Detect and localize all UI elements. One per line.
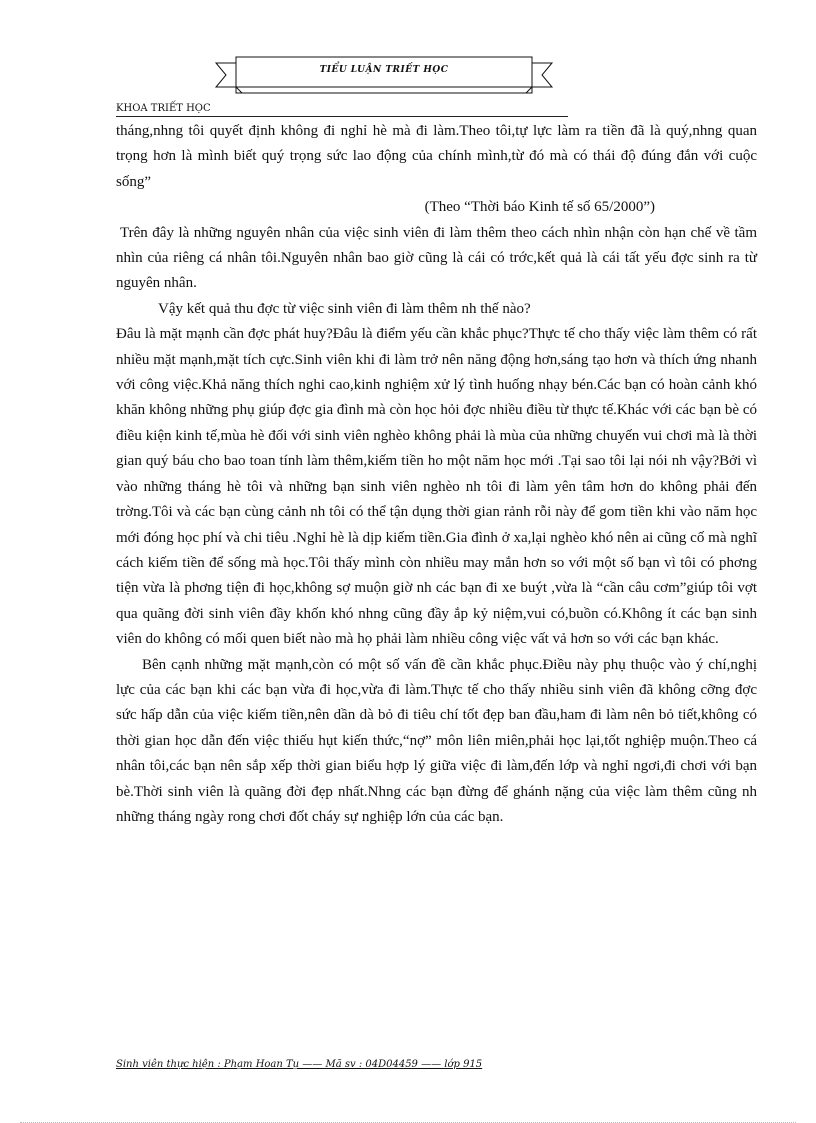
paragraph-causes: Trên đây là những nguyên nhân của việc sinh viên đi làm thêm theo cách nhìn nhận còn hạn chế về tầm nhìn của riêng cá nhân tôi.Nguyên nhân bao giờ cũng là cái có trớc,kết quả là cái tất yếu đợc sinh ra từ nguyên nhân. bbox=[116, 224, 757, 292]
header-banner bbox=[214, 55, 554, 97]
paragraph-quote-end: tháng,nhng tôi quyết định không đi nghỉ hè mà đi làm.Theo tôi,tự lực làm ra tiền đã là quý,nhng quan trọng hơn là mình biết quý trọng sức lao động của chính mình,từ đó mà có thái độ đúng đắn với cuộc sống” bbox=[116, 123, 757, 190]
department-label: KHOA TRIẾT HỌC bbox=[116, 103, 211, 114]
header-rule bbox=[116, 116, 568, 117]
scroll-banner-shape bbox=[214, 55, 554, 97]
quote-source: (Theo “Thời báo Kinh tế số 65/2000”) bbox=[424, 199, 655, 216]
paragraph-strengths: Đâu là mặt mạnh cần đợc phát huy?Đâu là điểm yếu cần khắc phục?Thực tế cho thấy việc làm thêm có rất nhiều mặt mạnh,mặt tích cực.Sinh viên khi đi làm trở nên năng động hơn,sáng tạo hơn và thích ứng nhanh với công việc.Khả năng thích nghi cao,kinh nghiệm xử lý tình huống nhạy bén.Các bạn có hoàn cảnh khó khăn không những phụ giúp đợc gia đình mà còn học hỏi đợc nhiều điều từ thực tế.Khác với các bạn bè có điều kiện kinh tế,mùa hè đối với sinh viên nghèo không phải là mùa của những chuyến vui chơi mà là thời gian quý báu cho bao toan tính làm thêm,kiếm tiền ho một năm học mới .Tại sao tôi lại nói nh vậy?Bởi vì vào những tháng hè tôi và những bạn sinh viên nghèo nh tôi đi làm yên tâm hơn do không phải đến trờng.Tôi và các bạn cùng cảnh nh tôi có thể tận dụng thời gian rảnh rỗi này để gom tiền khi vào năm học mới đóng học phí và chi tiêu .Nghỉ hè là dịp kiếm tiền.Gia đình ở xa,lại nghèo khó nên ai cũng cố mà nghĩ cách kiếm tiền để sống mà học.Tôi thấy mình còn nhiều may mắn hơn so với một số bạn vì tôi có phơng tiện vừa là phơng tiện đi học,không sợ muộn giờ nh các bạn đi xe buýt ,vừa là “cần câu cơm”giúp tôi vợt qua quãng đời sinh viên đầy khốn khó nhng cũng đầy ắp kỷ niệm,vui có,buồn có.Không ít các bạn sinh viên do không có mối quen biết nào mà họ phải làm nhiều công việc vất vả hơn so với các bạn khác. bbox=[116, 326, 757, 648]
footer-author-line: Sinh viên thực hiện : Phạm Hoan Tụ —— Mã sv : 04D04459 —— lớp 915 bbox=[116, 1059, 483, 1070]
paragraph-weaknesses: Bên cạnh những mặt mạnh,còn có một số vấn đề cần khắc phục.Điều này phụ thuộc vào ý chí,nghị lực của các bạn khi các bạn vừa đi học,vừa đi làm.Thực tế cho thấy nhiều sinh viên đã không cỡng đợc sức hấp dẫn của việc kiếm tiền,nên dần dà bỏ đi tiêu chí tốt đẹp ban đầu,ham đi làm nên bỏ tiết,không có thời gian học dẫn đến việc thiếu hụt kiến thức,“nợ” môn liên miên,phải học lại,tốt nghiệp muộn.Theo cá nhân tôi,các bạn nên sắp xếp thời gian biểu hợp lý giữa việc đi làm,đến lớp và nghỉ ngơi,đi chơi với bạn bè.Thời sinh viên là quãng đời đẹp nhất.Nhng các bạn đừng để ghánh nặng của việc làm thêm cũng nh những tháng ngày rong chơi đốt cháy sự nghiệp lớn của các bạn. bbox=[116, 656, 757, 825]
report-title: TIỂU LUẬN TRIẾT HỌC bbox=[319, 65, 449, 75]
document-body bbox=[116, 119, 757, 830]
paragraph-question: Vậy kết quả thu đợc từ việc sinh viên đi làm thêm nh thế nào? bbox=[158, 300, 531, 317]
